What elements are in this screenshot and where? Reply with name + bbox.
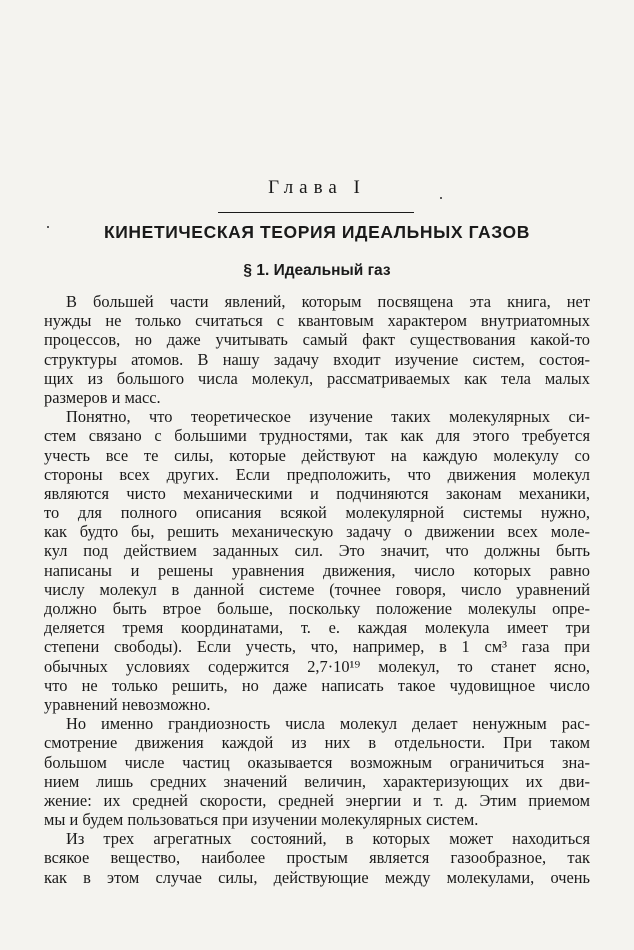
text-line: мы и будем пользоваться при изучении молекулярных систем. bbox=[44, 810, 479, 830]
text-line: что не только решить, но даже написать такое чудовищное число bbox=[44, 675, 590, 695]
text-line: обычных условиях содержится 2,7·10¹⁹ молекул, то станет ясно, bbox=[44, 656, 590, 676]
text-line: стем связано с большими трудностями, так как для этого требуется bbox=[44, 426, 590, 446]
paragraph bbox=[44, 407, 590, 714]
text-line: большом числе частиц оказывается возможным ограничиться зна- bbox=[44, 752, 590, 772]
text-line: деляется тремя координатами, т. е. каждая молекула имеет три bbox=[44, 618, 590, 638]
text-line: Но именно грандиозность числа молекул делает ненужным рас- bbox=[66, 714, 590, 734]
text-line: то для полного описания всякой молекулярной системы нужно, bbox=[44, 503, 590, 523]
text-line: кул под действием заданных сил. Это значит, что должны быть bbox=[44, 541, 590, 561]
text-line: нием лишь средних значений величин, характеризующих их дви- bbox=[44, 771, 590, 791]
chapter-title: КИНЕТИЧЕСКАЯ ТЕОРИЯ ИДЕАЛЬНЫХ ГАЗОВ bbox=[103, 222, 531, 242]
text-line: степени свободы). Если учесть, что, например, в 1 см³ газа при bbox=[44, 637, 590, 657]
chapter-rule bbox=[218, 212, 414, 213]
text-line: структуры атомов. В нашу задачу входит изучение систем, состоя- bbox=[44, 349, 590, 369]
section-title: § 1. Идеальный газ bbox=[243, 262, 391, 279]
paragraph bbox=[44, 714, 590, 829]
text-line: написаны и решены уравнения движения, число которых равно bbox=[44, 560, 590, 580]
text-line: как в этом случае силы, действующие между молекулами, очень bbox=[44, 867, 590, 887]
body-text bbox=[44, 292, 590, 887]
text-line: стороны всех других. Если предположить, что движения молекул bbox=[44, 464, 590, 484]
text-line: как будто бы, решить механическую задачу о движении всех моле- bbox=[44, 522, 590, 542]
text-line: смотрение движения каждой из них в отдельности. При таком bbox=[44, 733, 590, 753]
text-line: должно быть втрое больше, поскольку положение молекулы опре- bbox=[44, 599, 590, 618]
text-line: числу молекул в данной системе (точнее говоря, число уравнений bbox=[44, 579, 590, 599]
text-line: В большей части явлений, которым посвящена эта книга, нет bbox=[66, 292, 590, 311]
text-line: являются чисто механическими и подчиняются законам механики, bbox=[44, 483, 590, 503]
text-line: жение: их средней скорости, средней энергии и т. д. Этим приемом bbox=[44, 790, 590, 810]
text-line: учесть все те силы, которые действуют на каждую молекулу со bbox=[44, 445, 590, 465]
paragraph bbox=[44, 292, 590, 407]
paragraph bbox=[44, 829, 590, 887]
text-line: процессов, но даже учитывать самый факт существования какой-то bbox=[44, 330, 590, 350]
text-line: уравнений невозможно. bbox=[44, 694, 211, 714]
text-line: нужды не только считаться с квантовым характером внутриатомных bbox=[44, 311, 590, 331]
text-line: размеров и масс. bbox=[44, 387, 161, 407]
text-line: щих из большого числа молекул, рассматриваемых как тела малых bbox=[44, 368, 590, 388]
text-line: Понятно, что теоретическое изучение таких молекулярных си- bbox=[66, 407, 590, 427]
text-line: Из трех агрегатных состояний, в которых может находиться bbox=[66, 829, 590, 849]
print-speck bbox=[440, 197, 442, 199]
chapter-label: Глава I bbox=[268, 177, 366, 198]
text-line: всякое вещество, наиболее простым является газообразное, так bbox=[44, 848, 590, 868]
